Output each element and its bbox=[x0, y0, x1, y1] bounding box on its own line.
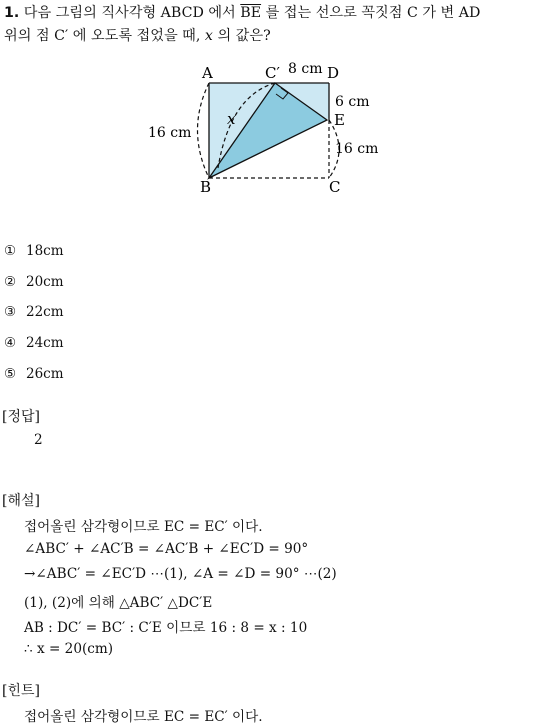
label-8cm: 8 cm bbox=[288, 61, 323, 77]
solution-line-4: (1), (2)에 의해 △ABC′ △DC′E bbox=[24, 595, 213, 611]
label-16cm-right: 16 cm bbox=[335, 141, 379, 157]
question-line-1 bbox=[4, 2, 480, 22]
solution-line-1: 접어올린 삼각형이므로 EC = EC′ 이다. bbox=[24, 519, 263, 535]
option-3-text: 22cm bbox=[26, 304, 64, 320]
option-2[interactable] bbox=[4, 274, 64, 290]
question-number: 1. bbox=[4, 5, 20, 21]
answer-value: 2 bbox=[34, 432, 43, 448]
option-3[interactable] bbox=[4, 304, 64, 320]
option-2-text: 20cm bbox=[26, 274, 64, 290]
question-text-2a: 위의 점 C′ 에 오도록 접었을 때, bbox=[4, 28, 201, 44]
option-4-mark: ④ bbox=[4, 335, 17, 351]
option-3-mark: ③ bbox=[4, 304, 17, 320]
label-a: A bbox=[202, 64, 213, 82]
option-5[interactable] bbox=[4, 366, 64, 382]
question-text-1a: 다음 그림의 직사각형 ABCD 에서 bbox=[23, 5, 236, 21]
answer-header: [정답] bbox=[2, 409, 40, 425]
segment-be: $\overline{BE}$ bbox=[240, 5, 262, 21]
solution-header: [해설] bbox=[2, 493, 40, 509]
question-variable: x bbox=[204, 28, 213, 44]
label-d: D bbox=[327, 64, 340, 82]
option-1-text: 18cm bbox=[26, 243, 64, 259]
option-5-mark: ⑤ bbox=[4, 366, 17, 382]
label-c-prime: C′ bbox=[265, 64, 280, 82]
question-line-2 bbox=[4, 25, 271, 45]
option-4-text: 24cm bbox=[26, 335, 64, 351]
solution-line-5: AB : DC′ = BC′ : C′E 이므로 16 : 8 = x : 10 bbox=[24, 620, 308, 636]
question-text-2b: 의 값은? bbox=[217, 28, 271, 44]
option-2-mark: ② bbox=[4, 274, 17, 290]
option-1-mark: ① bbox=[4, 243, 17, 259]
dashed-arc-left bbox=[198, 83, 210, 178]
solution-line-3: →∠ABC′ = ∠EC′D ⋯(1), ∠A = ∠D = 90° ⋯(2) bbox=[24, 566, 337, 582]
option-4[interactable] bbox=[4, 335, 64, 351]
label-16cm-left: 16 cm bbox=[148, 125, 192, 141]
question-text-1b: 를 접는 선으로 꼭짓점 C 가 변 AD bbox=[265, 5, 481, 21]
label-6cm: 6 cm bbox=[335, 94, 370, 110]
solution-line-2: ∠ABC′ + ∠AC′B = ∠AC′B + ∠EC′D = 90° bbox=[24, 541, 309, 557]
label-e: E bbox=[334, 111, 345, 129]
hint-header: [힌트] bbox=[2, 683, 40, 699]
option-5-text: 26cm bbox=[26, 366, 64, 382]
label-x: x bbox=[227, 110, 236, 128]
option-1[interactable] bbox=[4, 243, 64, 259]
folded-rectangle-figure bbox=[148, 58, 388, 203]
solution-line-6: ∴ x = 20(cm) bbox=[24, 641, 114, 657]
hint-line-1: 접어올린 삼각형이므로 EC = EC′ 이다. bbox=[24, 709, 263, 725]
label-c: C bbox=[329, 178, 341, 196]
label-b: B bbox=[200, 178, 212, 196]
